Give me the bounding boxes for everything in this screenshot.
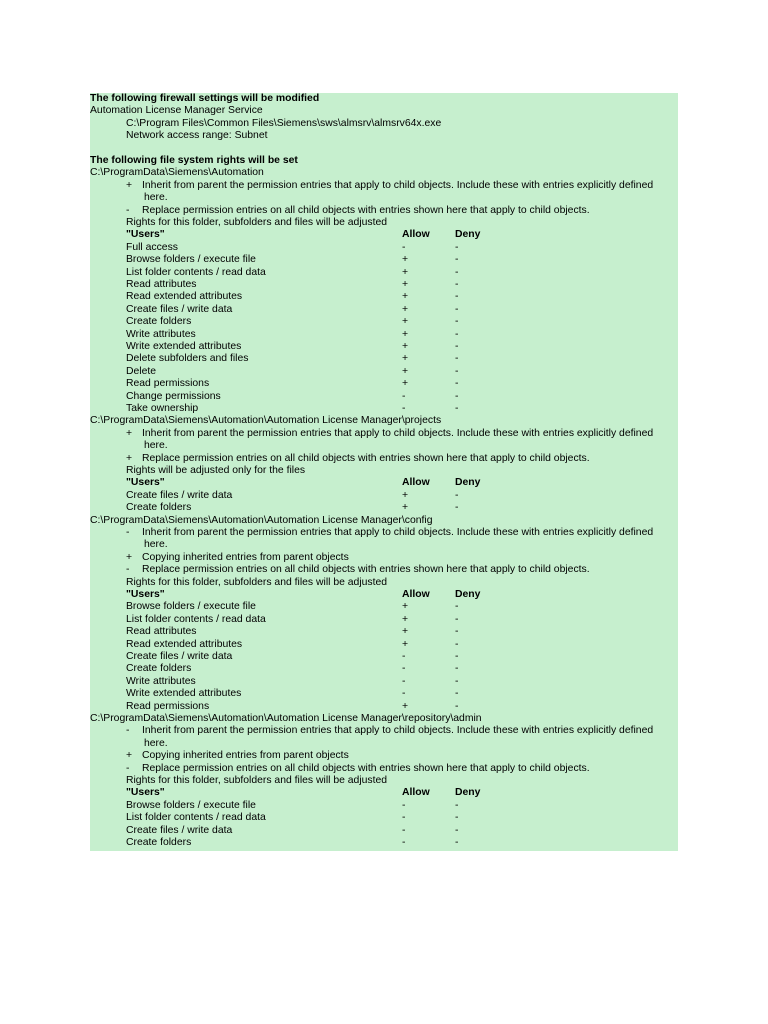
right-deny: - [455, 799, 459, 811]
right-allow: - [402, 837, 406, 848]
firewall-heading: The following firewall settings will be modified [90, 93, 320, 104]
folder-path: C:\ProgramData\Siemens\Automation\Automation License Manager\projects [90, 415, 442, 427]
right-name: Create folders [126, 316, 192, 328]
right-deny: - [455, 316, 459, 328]
option-sign: - [126, 725, 130, 737]
right-name: Take ownership [126, 403, 199, 414]
right-deny: - [455, 812, 459, 824]
right-name: Create folders [126, 502, 192, 514]
right-name: Write extended attributes [126, 341, 242, 352]
right-deny: - [455, 638, 459, 650]
column-header-users: "Users" [126, 589, 165, 600]
right-allow: + [402, 613, 409, 625]
right-name: Create files / write data [126, 824, 233, 836]
right-deny: - [455, 341, 459, 352]
right-allow: + [402, 266, 409, 278]
right-deny: - [455, 688, 459, 700]
right-allow: + [402, 254, 409, 266]
right-allow: - [402, 403, 406, 414]
option-text-continued: here. [144, 192, 168, 204]
option-sign: - [126, 564, 130, 576]
right-name: Create files / write data [126, 489, 233, 501]
column-header-users: "Users" [126, 787, 165, 799]
right-allow: + [402, 316, 409, 328]
column-header-allow: Allow [402, 787, 430, 799]
column-header-deny: Deny [455, 589, 481, 600]
right-allow: + [402, 328, 409, 340]
folder-path: C:\ProgramData\Siemens\Automation\Automation License Manager\repository\admin [90, 713, 482, 724]
option-sign: - [126, 204, 130, 216]
option-text: Inherit from parent the permission entries that apply to child objects. Include these with entries explicitly defined [142, 179, 654, 191]
right-allow: + [402, 279, 409, 290]
option-text: Replace permission entries on all child objects with entries shown here that apply to child objects. [142, 204, 590, 216]
option-text: Inherit from parent the permission entries that apply to child objects. Include these with entries explicitly defined [142, 527, 654, 538]
right-deny: - [455, 626, 459, 638]
column-header-deny: Deny [455, 787, 481, 799]
option-sign: + [126, 551, 133, 563]
option-sign: - [126, 527, 130, 538]
column-header-allow: Allow [402, 589, 430, 600]
right-allow: - [402, 824, 406, 836]
right-deny: - [455, 378, 459, 390]
right-name: List folder contents / read data [126, 613, 266, 625]
right-deny: - [455, 403, 459, 414]
right-allow: - [402, 812, 406, 824]
right-allow: + [402, 638, 409, 650]
right-deny: - [455, 824, 459, 836]
option-sign: - [126, 762, 130, 774]
rights-scope: Rights will be adjusted only for the files [126, 465, 306, 476]
right-name: Delete [126, 365, 157, 377]
right-name: Browse folders / execute file [126, 254, 256, 266]
right-name: Read extended attributes [126, 638, 243, 650]
right-name: Read attributes [126, 626, 197, 638]
right-deny: - [455, 613, 459, 625]
right-allow: + [402, 626, 409, 638]
right-name: Create files / write data [126, 651, 233, 662]
right-allow: + [402, 303, 409, 315]
right-allow: + [402, 700, 409, 712]
option-sign: + [126, 427, 133, 439]
right-deny: - [455, 241, 459, 253]
right-name: Create files / write data [126, 303, 233, 315]
right-allow: + [402, 291, 409, 303]
right-name: Create folders [126, 663, 192, 675]
right-allow: + [402, 353, 409, 365]
right-deny: - [455, 675, 459, 687]
column-header-users: "Users" [126, 229, 165, 241]
right-allow: + [402, 378, 409, 390]
right-deny: - [455, 390, 459, 402]
option-sign: + [126, 179, 133, 191]
right-allow: + [402, 502, 409, 514]
right-allow: + [402, 365, 409, 377]
right-name: List folder contents / read data [126, 266, 266, 278]
right-name: Change permissions [126, 390, 221, 402]
right-deny: - [455, 651, 459, 662]
right-deny: - [455, 663, 459, 675]
option-sign: + [126, 452, 133, 464]
right-allow: - [402, 675, 406, 687]
column-header-deny: Deny [455, 477, 481, 489]
column-header-allow: Allow [402, 477, 430, 489]
rights-scope: Rights for this folder, subfolders and files will be adjusted [126, 775, 388, 786]
right-deny: - [455, 291, 459, 303]
right-name: Write extended attributes [126, 688, 242, 700]
firewall-service: Automation License Manager Service [90, 105, 263, 117]
option-text-continued: here. [144, 737, 168, 749]
option-text: Inherit from parent the permission entries that apply to child objects. Include these with entries explicitly defined [142, 427, 654, 439]
right-deny: - [455, 328, 459, 340]
right-allow: - [402, 390, 406, 402]
right-name: Read permissions [126, 378, 210, 390]
right-name: Browse folders / execute file [126, 601, 256, 613]
rights-scope: Rights for this folder, subfolders and files will be adjusted [126, 217, 388, 228]
option-text-continued: here. [144, 440, 168, 452]
column-header-allow: Allow [402, 229, 430, 241]
right-allow: + [402, 341, 409, 352]
option-text: Inherit from parent the permission entries that apply to child objects. Include these with entries explicitly defined [142, 725, 654, 737]
right-allow: - [402, 651, 406, 662]
right-name: Create folders [126, 837, 192, 848]
folder-path: C:\ProgramData\Siemens\Automation [90, 167, 264, 179]
right-deny: - [455, 254, 459, 266]
option-text: Replace permission entries on all child objects with entries shown here that apply to child objects. [142, 762, 590, 774]
right-deny: - [455, 601, 459, 613]
right-name: Delete subfolders and files [126, 353, 249, 365]
right-name: Write attributes [126, 675, 196, 687]
right-allow: + [402, 489, 409, 501]
right-allow: - [402, 663, 406, 675]
right-name: Browse folders / execute file [126, 799, 256, 811]
right-deny: - [455, 489, 459, 501]
folder-path: C:\ProgramData\Siemens\Automation\Automation License Manager\config [90, 514, 433, 526]
right-allow: - [402, 241, 406, 253]
right-name: List folder contents / read data [126, 812, 266, 824]
right-deny: - [455, 700, 459, 712]
rights-scope: Rights for this folder, subfolders and files will be adjusted [126, 576, 388, 588]
right-deny: - [455, 353, 459, 365]
right-name: Full access [126, 241, 178, 253]
option-sign: + [126, 750, 133, 762]
option-text-continued: here. [144, 539, 168, 551]
firewall-path: C:\Program Files\Common Files\Siemens\sws\almsrv\almsrv64x.exe [126, 117, 442, 129]
column-header-users: "Users" [126, 477, 165, 489]
option-text: Replace permission entries on all child objects with entries shown here that apply to child objects. [142, 564, 590, 576]
file-system-heading: The following file system rights will be set [90, 155, 298, 166]
right-deny: - [455, 502, 459, 514]
firewall-range: Network access range: Subnet [126, 130, 268, 142]
right-name: Read attributes [126, 279, 197, 290]
option-text: Copying inherited entries from parent objects [142, 551, 349, 563]
right-deny: - [455, 279, 459, 290]
right-name: Write attributes [126, 328, 196, 340]
option-text: Replace permission entries on all child objects with entries shown here that apply to child objects. [142, 452, 590, 464]
right-deny: - [455, 365, 459, 377]
right-name: Read extended attributes [126, 291, 243, 303]
right-deny: - [455, 303, 459, 315]
right-allow: - [402, 688, 406, 700]
column-header-deny: Deny [455, 229, 481, 241]
right-allow: - [402, 799, 406, 811]
right-allow: + [402, 601, 409, 613]
right-name: Read permissions [126, 700, 210, 712]
right-deny: - [455, 266, 459, 278]
option-text: Copying inherited entries from parent objects [142, 750, 349, 762]
right-deny: - [455, 837, 459, 848]
